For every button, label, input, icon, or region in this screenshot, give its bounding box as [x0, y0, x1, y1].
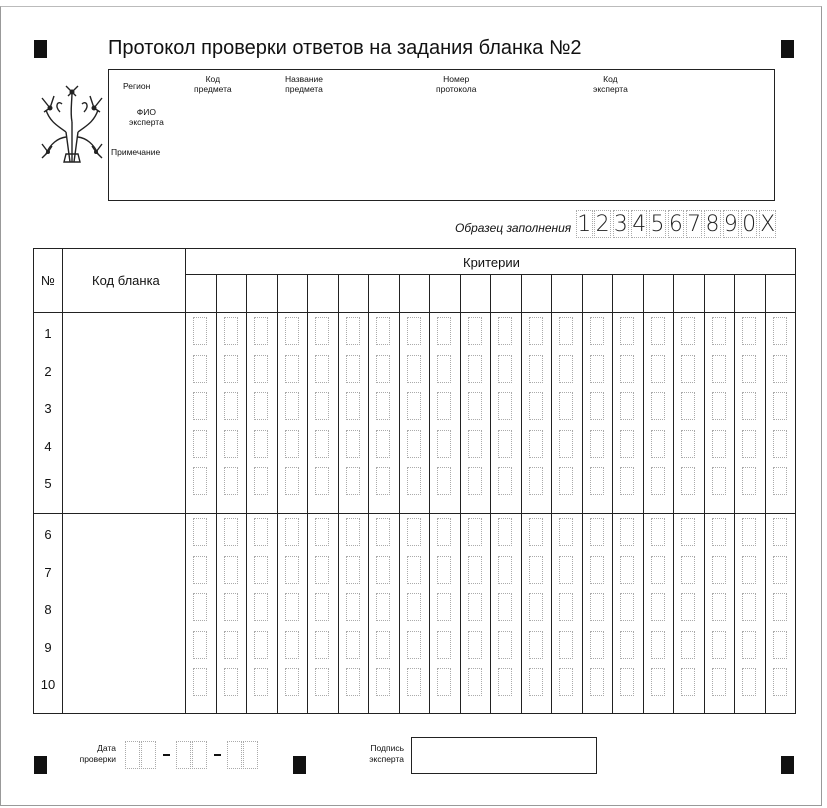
criteria-score-cell[interactable] — [681, 668, 695, 696]
criteria-score-cell[interactable] — [315, 518, 329, 546]
criteria-score-cell[interactable] — [590, 668, 604, 696]
grid-line — [185, 249, 186, 713]
emblem-icon — [40, 82, 104, 168]
code-column-header: Код бланка — [92, 273, 160, 288]
criteria-score-cell[interactable] — [742, 355, 756, 383]
criteria-score-cell[interactable] — [620, 317, 634, 345]
sample-char: 6 — [668, 211, 683, 237]
criteria-score-cell[interactable] — [376, 593, 390, 621]
date-digit-cell[interactable] — [176, 741, 191, 769]
criteria-score-cell[interactable] — [620, 467, 634, 495]
criteria-score-cell[interactable] — [285, 668, 299, 696]
criteria-score-cell[interactable] — [285, 518, 299, 546]
criteria-score-cell[interactable] — [590, 631, 604, 659]
date-separator — [163, 754, 170, 756]
criteria-score-cell[interactable] — [254, 631, 268, 659]
criteria-score-cell[interactable] — [468, 518, 482, 546]
registration-marker — [34, 756, 47, 774]
criteria-score-cell[interactable] — [773, 518, 787, 546]
criteria-score-cell[interactable] — [651, 518, 665, 546]
criteria-score-cell[interactable] — [224, 593, 238, 621]
criteria-score-cell[interactable] — [468, 668, 482, 696]
row-number: 3 — [44, 401, 52, 416]
criteria-score-cell[interactable] — [315, 668, 329, 696]
criteria-score-cell[interactable] — [376, 556, 390, 584]
signature-field[interactable] — [411, 737, 597, 774]
grid-line — [34, 513, 795, 514]
criteria-score-cell[interactable] — [315, 631, 329, 659]
criteria-score-cell[interactable] — [193, 593, 207, 621]
grid-line — [490, 274, 491, 713]
sample-char: X — [760, 211, 776, 237]
criteria-score-cell[interactable] — [498, 317, 512, 345]
criteria-score-cell[interactable] — [224, 430, 238, 458]
signature-label: Подпись эксперта — [369, 743, 404, 764]
criteria-score-cell[interactable] — [437, 668, 451, 696]
criteria-score-cell[interactable] — [376, 518, 390, 546]
criteria-score-cell[interactable] — [468, 430, 482, 458]
criteria-score-cell[interactable] — [559, 631, 573, 659]
criteria-score-cell[interactable] — [224, 518, 238, 546]
sample-char: 7 — [687, 211, 702, 237]
criteria-score-cell[interactable] — [651, 593, 665, 621]
expert-name-label: ФИО эксперта — [129, 107, 164, 127]
criteria-header: Критерии — [463, 255, 520, 270]
criteria-score-cell[interactable] — [437, 467, 451, 495]
criteria-score-cell[interactable] — [773, 392, 787, 420]
criteria-score-cell[interactable] — [529, 430, 543, 458]
grid-line — [277, 274, 278, 713]
criteria-score-cell[interactable] — [651, 355, 665, 383]
criteria-score-cell[interactable] — [742, 593, 756, 621]
criteria-score-cell[interactable] — [590, 518, 604, 546]
criteria-score-cell[interactable] — [651, 392, 665, 420]
row-number: 2 — [44, 363, 52, 379]
criteria-score-cell[interactable] — [529, 668, 543, 696]
criteria-score-cell[interactable] — [620, 668, 634, 696]
criteria-score-cell[interactable] — [620, 430, 634, 458]
criteria-score-cell[interactable] — [407, 317, 421, 345]
note-label: Примечание — [111, 147, 161, 157]
criteria-score-cell[interactable] — [407, 355, 421, 383]
criteria-score-cell[interactable] — [742, 518, 756, 546]
criteria-score-cell[interactable] — [193, 631, 207, 659]
criteria-score-cell[interactable] — [376, 317, 390, 345]
results-table — [33, 248, 796, 714]
criteria-score-cell[interactable] — [651, 556, 665, 584]
grid-line — [551, 274, 552, 713]
criteria-score-cell[interactable] — [681, 518, 695, 546]
criteria-score-cell[interactable] — [712, 556, 726, 584]
criteria-score-cell[interactable] — [193, 392, 207, 420]
sample-characters — [576, 210, 778, 240]
criteria-score-cell[interactable] — [681, 355, 695, 383]
grid-line — [307, 274, 308, 713]
grid-line — [368, 274, 369, 713]
criteria-score-cell[interactable] — [681, 430, 695, 458]
criteria-score-cell[interactable] — [285, 392, 299, 420]
registration-marker — [781, 40, 794, 58]
criteria-score-cell[interactable] — [437, 631, 451, 659]
criteria-score-cell[interactable] — [773, 631, 787, 659]
criteria-score-cell[interactable] — [681, 317, 695, 345]
date-digit-cell[interactable] — [243, 741, 258, 769]
criteria-score-cell[interactable] — [193, 668, 207, 696]
criteria-score-cell[interactable] — [742, 430, 756, 458]
criteria-score-cell[interactable] — [529, 556, 543, 584]
row-number: 10 — [40, 677, 56, 692]
criteria-score-cell[interactable] — [193, 556, 207, 584]
criteria-score-cell[interactable] — [346, 317, 360, 345]
criteria-score-cell[interactable] — [529, 518, 543, 546]
criteria-score-cell[interactable] — [346, 467, 360, 495]
grid-line — [612, 274, 613, 713]
grid-line — [399, 274, 400, 713]
criteria-score-cell[interactable] — [742, 631, 756, 659]
criteria-score-cell[interactable] — [712, 518, 726, 546]
criteria-score-cell[interactable] — [681, 593, 695, 621]
criteria-score-cell[interactable] — [498, 631, 512, 659]
sample-char: 3 — [613, 211, 628, 237]
criteria-score-cell[interactable] — [224, 631, 238, 659]
row-number: 6 — [44, 527, 52, 542]
date-digit-cell[interactable] — [227, 741, 242, 769]
criteria-score-cell[interactable] — [224, 556, 238, 584]
criteria-score-cell[interactable] — [498, 355, 512, 383]
criteria-score-cell[interactable] — [437, 392, 451, 420]
criteria-score-cell[interactable] — [590, 556, 604, 584]
criteria-score-cell[interactable] — [285, 355, 299, 383]
criteria-score-cell[interactable] — [315, 392, 329, 420]
criteria-score-cell[interactable] — [193, 430, 207, 458]
criteria-score-cell[interactable] — [285, 631, 299, 659]
criteria-score-cell[interactable] — [254, 467, 268, 495]
criteria-score-cell[interactable] — [376, 631, 390, 659]
row-number: 9 — [44, 639, 52, 655]
criteria-score-cell[interactable] — [498, 556, 512, 584]
grid-line — [521, 274, 522, 713]
date-digit-cell[interactable] — [192, 741, 207, 769]
grid-line — [704, 274, 705, 713]
criteria-score-cell[interactable] — [437, 430, 451, 458]
criteria-score-cell[interactable] — [559, 556, 573, 584]
criteria-score-cell[interactable] — [651, 631, 665, 659]
grid-line — [765, 274, 766, 713]
criteria-score-cell[interactable] — [407, 518, 421, 546]
criteria-score-cell[interactable] — [742, 467, 756, 495]
criteria-score-cell[interactable] — [346, 355, 360, 383]
criteria-score-cell[interactable] — [254, 593, 268, 621]
registration-marker — [293, 756, 306, 774]
criteria-score-cell[interactable] — [407, 556, 421, 584]
criteria-score-cell[interactable] — [254, 317, 268, 345]
criteria-score-cell[interactable] — [712, 392, 726, 420]
criteria-score-cell[interactable] — [498, 392, 512, 420]
criteria-score-cell[interactable] — [468, 631, 482, 659]
criteria-score-cell[interactable] — [681, 467, 695, 495]
criteria-score-cell[interactable] — [315, 317, 329, 345]
criteria-score-cell[interactable] — [590, 392, 604, 420]
criteria-score-cell[interactable] — [346, 593, 360, 621]
criteria-score-cell[interactable] — [620, 631, 634, 659]
protocol-number-label: Номер протокола — [436, 74, 477, 94]
criteria-score-cell[interactable] — [224, 392, 238, 420]
criteria-score-cell[interactable] — [773, 467, 787, 495]
criteria-score-cell[interactable] — [346, 430, 360, 458]
registration-marker — [781, 756, 794, 774]
subject-name-label: Название предмета — [285, 74, 323, 94]
criteria-score-cell[interactable] — [681, 392, 695, 420]
criteria-score-cell[interactable] — [529, 593, 543, 621]
criteria-score-cell[interactable] — [224, 317, 238, 345]
sample-char: 2 — [595, 211, 610, 237]
criteria-score-cell[interactable] — [254, 668, 268, 696]
criteria-score-cell[interactable] — [529, 467, 543, 495]
date-separator — [214, 754, 221, 756]
criteria-score-cell[interactable] — [773, 355, 787, 383]
criteria-score-cell[interactable] — [315, 467, 329, 495]
criteria-score-cell[interactable] — [468, 392, 482, 420]
row-number: 8 — [44, 602, 52, 617]
criteria-score-cell[interactable] — [193, 317, 207, 345]
grid-line — [246, 274, 247, 713]
criteria-score-cell[interactable] — [468, 556, 482, 584]
criteria-score-cell[interactable] — [529, 392, 543, 420]
criteria-score-cell[interactable] — [559, 593, 573, 621]
criteria-score-cell[interactable] — [712, 631, 726, 659]
grid-line — [643, 274, 644, 713]
criteria-score-cell[interactable] — [712, 668, 726, 696]
criteria-score-cell[interactable] — [590, 593, 604, 621]
row-number: 7 — [44, 564, 52, 580]
criteria-score-cell[interactable] — [468, 317, 482, 345]
criteria-score-cell[interactable] — [376, 668, 390, 696]
criteria-score-cell[interactable] — [742, 392, 756, 420]
criteria-score-cell[interactable] — [651, 317, 665, 345]
criteria-score-cell[interactable] — [437, 593, 451, 621]
region-label: Регион — [123, 81, 151, 91]
criteria-score-cell[interactable] — [346, 518, 360, 546]
criteria-score-cell[interactable] — [437, 556, 451, 584]
criteria-score-cell[interactable] — [559, 668, 573, 696]
criteria-score-cell[interactable] — [407, 392, 421, 420]
criteria-score-cell[interactable] — [254, 556, 268, 584]
criteria-score-cell[interactable] — [376, 355, 390, 383]
grid-line — [673, 274, 674, 713]
criteria-score-cell[interactable] — [193, 467, 207, 495]
criteria-score-cell[interactable] — [407, 430, 421, 458]
sample-char: 1 — [577, 211, 592, 237]
criteria-score-cell[interactable] — [773, 668, 787, 696]
criteria-score-cell[interactable] — [712, 467, 726, 495]
sample-char: 8 — [705, 211, 720, 237]
criteria-score-cell[interactable] — [468, 593, 482, 621]
criteria-score-cell[interactable] — [620, 556, 634, 584]
criteria-score-cell[interactable] — [559, 392, 573, 420]
criteria-score-cell[interactable] — [193, 518, 207, 546]
criteria-score-cell[interactable] — [773, 593, 787, 621]
criteria-score-cell[interactable] — [651, 467, 665, 495]
criteria-score-cell[interactable] — [193, 355, 207, 383]
criteria-score-cell[interactable] — [651, 668, 665, 696]
criteria-score-cell[interactable] — [498, 430, 512, 458]
criteria-score-cell[interactable] — [376, 392, 390, 420]
criteria-score-cell[interactable] — [529, 355, 543, 383]
criteria-score-cell[interactable] — [559, 430, 573, 458]
sample-label: Образец заполнения — [455, 221, 572, 235]
row-number: 1 — [44, 326, 52, 341]
criteria-score-cell[interactable] — [285, 317, 299, 345]
criteria-score-cell[interactable] — [285, 556, 299, 584]
grid-line — [216, 274, 217, 713]
criteria-score-cell[interactable] — [559, 355, 573, 383]
criteria-score-cell[interactable] — [346, 631, 360, 659]
criteria-score-cell[interactable] — [285, 467, 299, 495]
criteria-score-cell[interactable] — [712, 355, 726, 383]
criteria-score-cell[interactable] — [590, 467, 604, 495]
criteria-score-cell[interactable] — [224, 355, 238, 383]
date-label: Дата проверки — [79, 743, 116, 764]
criteria-score-cell[interactable] — [620, 392, 634, 420]
criteria-score-cell[interactable] — [590, 317, 604, 345]
grid-line — [62, 249, 63, 713]
criteria-score-cell[interactable] — [407, 668, 421, 696]
registration-marker — [34, 40, 47, 58]
criteria-score-cell[interactable] — [224, 467, 238, 495]
criteria-score-cell[interactable] — [468, 467, 482, 495]
criteria-score-cell[interactable] — [315, 355, 329, 383]
criteria-score-cell[interactable] — [529, 317, 543, 345]
criteria-score-cell[interactable] — [559, 518, 573, 546]
criteria-score-cell[interactable] — [712, 593, 726, 621]
subject-code-label: Код предмета — [194, 74, 232, 94]
criteria-score-cell[interactable] — [407, 631, 421, 659]
criteria-score-cell[interactable] — [376, 467, 390, 495]
criteria-score-cell[interactable] — [681, 631, 695, 659]
criteria-score-cell[interactable] — [285, 430, 299, 458]
criteria-score-cell[interactable] — [620, 593, 634, 621]
criteria-score-cell[interactable] — [590, 355, 604, 383]
criteria-score-cell[interactable] — [620, 518, 634, 546]
criteria-score-cell[interactable] — [224, 668, 238, 696]
row-number: 4 — [44, 438, 52, 454]
criteria-score-cell[interactable] — [620, 355, 634, 383]
criteria-score-cell[interactable] — [407, 593, 421, 621]
criteria-score-cell[interactable] — [437, 355, 451, 383]
sample-char: 4 — [632, 211, 647, 237]
criteria-score-cell[interactable] — [742, 317, 756, 345]
criteria-score-cell[interactable] — [590, 430, 604, 458]
page-title: Протокол проверки ответов на задания бланка №2 — [108, 37, 582, 59]
criteria-score-cell[interactable] — [437, 317, 451, 345]
criteria-score-cell[interactable] — [437, 518, 451, 546]
criteria-score-cell[interactable] — [346, 556, 360, 584]
criteria-score-cell[interactable] — [346, 668, 360, 696]
criteria-score-cell[interactable] — [498, 668, 512, 696]
criteria-score-cell[interactable] — [315, 556, 329, 584]
row-number: 5 — [44, 476, 52, 491]
criteria-score-cell[interactable] — [376, 430, 390, 458]
grid-line — [185, 274, 795, 275]
criteria-score-cell[interactable] — [468, 355, 482, 383]
number-column-header: № — [41, 273, 55, 288]
criteria-score-cell[interactable] — [254, 392, 268, 420]
criteria-score-cell[interactable] — [285, 593, 299, 621]
criteria-score-cell[interactable] — [712, 430, 726, 458]
criteria-score-cell[interactable] — [773, 556, 787, 584]
criteria-score-cell[interactable] — [498, 467, 512, 495]
criteria-score-cell[interactable] — [254, 355, 268, 383]
criteria-score-cell[interactable] — [529, 631, 543, 659]
expert-code-label: Код эксперта — [593, 74, 628, 94]
grid-line — [460, 274, 461, 713]
date-digit-cell[interactable] — [141, 741, 156, 769]
grid-line — [734, 274, 735, 713]
criteria-score-cell[interactable] — [651, 430, 665, 458]
criteria-score-cell[interactable] — [315, 430, 329, 458]
criteria-score-cell[interactable] — [773, 430, 787, 458]
criteria-score-cell[interactable] — [498, 593, 512, 621]
sample-char: 9 — [723, 211, 738, 237]
grid-line — [338, 274, 339, 713]
criteria-score-cell[interactable] — [559, 467, 573, 495]
criteria-score-cell[interactable] — [712, 317, 726, 345]
grid-line — [429, 274, 430, 713]
criteria-score-cell[interactable] — [254, 430, 268, 458]
grid-line — [582, 274, 583, 713]
grid-line — [34, 312, 795, 313]
criteria-score-cell[interactable] — [407, 467, 421, 495]
criteria-score-cell[interactable] — [681, 556, 695, 584]
criteria-score-cell[interactable] — [315, 593, 329, 621]
criteria-score-cell[interactable] — [773, 317, 787, 345]
criteria-score-cell[interactable] — [742, 556, 756, 584]
criteria-score-cell[interactable] — [559, 317, 573, 345]
header-info-box — [108, 69, 775, 201]
criteria-score-cell[interactable] — [346, 392, 360, 420]
date-digit-cell[interactable] — [125, 741, 140, 769]
sample-char: 5 — [650, 211, 665, 237]
criteria-score-cell[interactable] — [498, 518, 512, 546]
sample-char: 0 — [742, 211, 757, 237]
criteria-score-cell[interactable] — [254, 518, 268, 546]
criteria-score-cell[interactable] — [742, 668, 756, 696]
